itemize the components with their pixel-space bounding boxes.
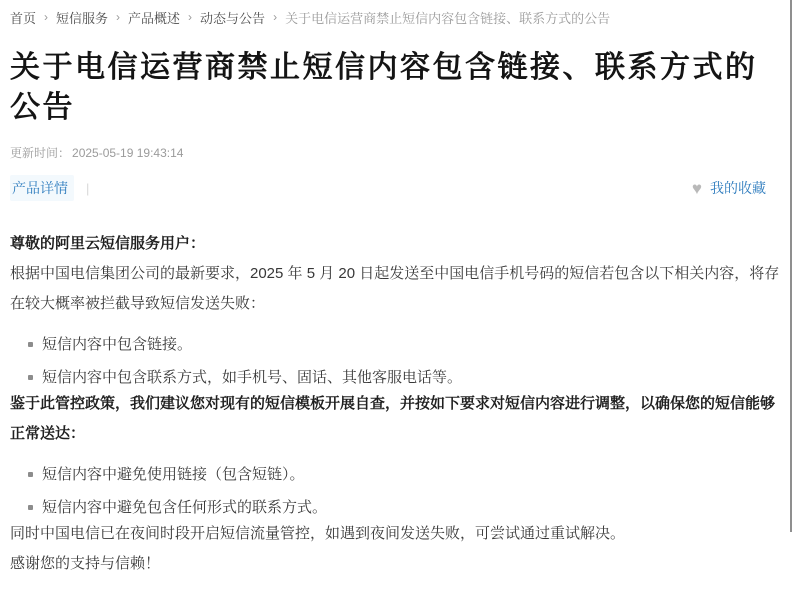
paragraph-policy-intro: 根据中国电信集团公司的最新要求，2025 年 5 月 20 日起发送至中国电信手机号码的短信若包含以下相关内容，将存在较大概率被拦截导致短信发送失败： [10,265,780,312]
toolbar-divider: | [86,180,90,196]
greeting-text: 尊敬的阿里云短信服务用户： [10,235,206,252]
tab-product-detail[interactable]: 产品详情 [10,175,74,201]
updated-time-value: 2025-05-19 19:43:14 [72,145,184,160]
breadcrumb-item-sms-service[interactable]: 短信服务 [56,10,109,26]
content-right-border [790,0,792,532]
paragraph-night-control: 同时中国电信已在夜间时段开启短信流量管控，如遇到夜间发送失败，可尝试通过重试解决。 [10,525,626,542]
list-item: 短信内容中包含链接。 [28,333,780,356]
breadcrumb-item-current: 关于电信运营商禁止短信内容包含链接、联系方式的公告 [285,10,611,26]
list-item: 短信内容中避免使用链接（包含短链）。 [28,463,780,486]
list-item: 短信内容中包含联系方式，如手机号、固话、其他客服电话等。 [28,366,780,389]
breadcrumb-item-announcements[interactable]: 动态与公告 [200,10,266,26]
heart-icon: ♥ [691,178,702,198]
doc-toolbar [10,175,780,201]
closing-text: 感谢您的支持与信赖！ [10,555,161,572]
breadcrumb-separator-icon: › [44,10,49,24]
blocked-content-list [10,333,780,389]
page-title: 关于电信运营商禁止短信内容包含链接、联系方式的公告 [10,51,758,124]
favorite-label: 我的收藏 [710,180,766,196]
paragraph-recommendation: 鉴于此管控政策，我们建议您对现有的短信模板开展自查，并按如下要求对短信内容进行调整，以确保您的短信能够正常送达： [10,395,776,442]
breadcrumb-separator-icon: › [273,10,278,24]
breadcrumb-separator-icon: › [188,10,193,24]
updated-time-label: 更新时间： [10,146,71,160]
breadcrumb-item-product-overview[interactable]: 产品概述 [128,10,181,26]
breadcrumb [10,8,780,26]
favorite-button[interactable] [692,178,766,198]
breadcrumb-separator-icon: › [116,10,121,24]
updated-time-row [10,144,780,161]
list-item: 短信内容中避免包含任何形式的联系方式。 [28,496,780,519]
adjustment-list [10,463,780,519]
breadcrumb-item-home[interactable]: 首页 [10,10,37,26]
announcement-body [10,229,780,579]
